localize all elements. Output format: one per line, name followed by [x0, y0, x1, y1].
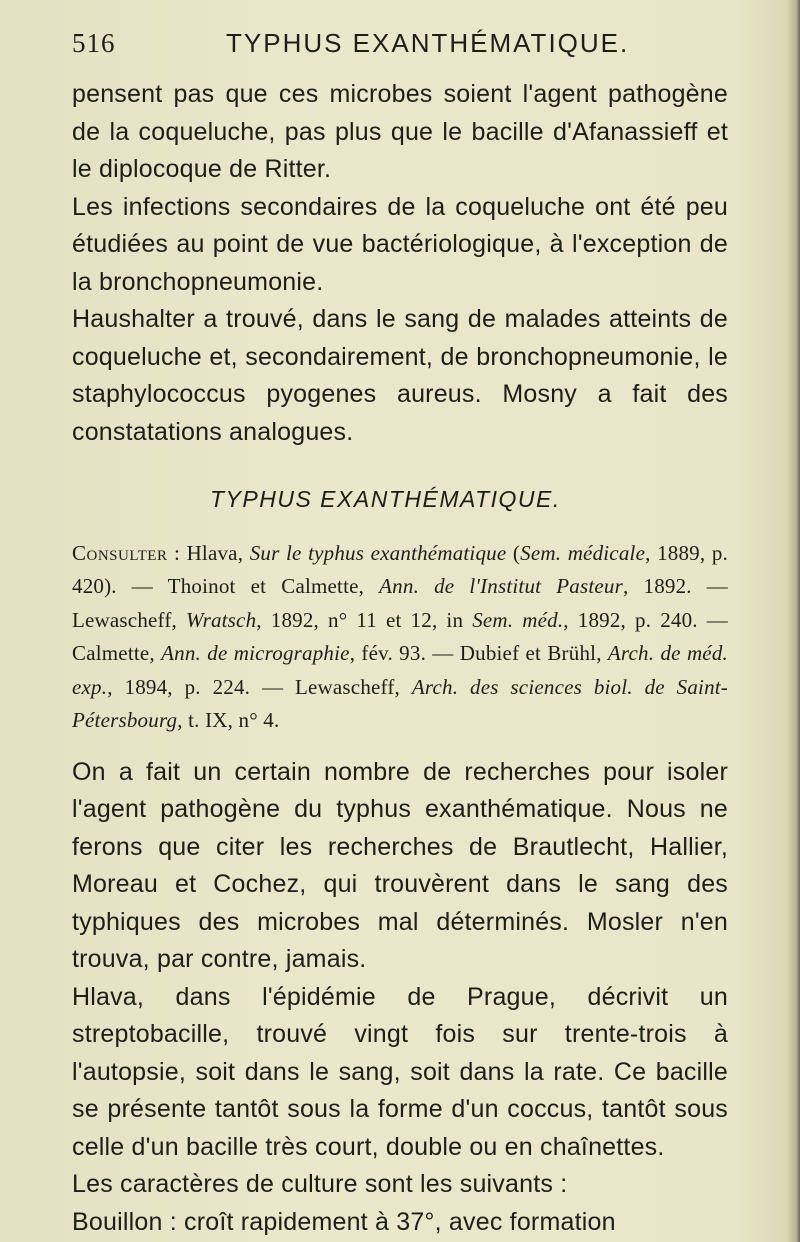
reference-title: Ann. de micrographie — [161, 641, 350, 665]
reference-text: , 1892, n° 11 et 12, in — [256, 607, 473, 632]
paragraph: On a fait un certain nombre de recherches pour isoler l'agent pathogène du typhus exanthématique. Nous ne ferons que citer les recherches de Brautlecht, Hallier, Moreau et Cochez, qui trouvèrent dans le sang des typhiques des microbes mal déterminés. Mosler n'en trouva, par contre, jamais. — [72, 757, 728, 973]
reference-title: Sem. médicale — [520, 540, 646, 565]
reference-text: : Hlava, — [174, 540, 250, 565]
page-header — [72, 28, 728, 64]
page-number: 516 — [72, 28, 116, 58]
page-edge-shadow — [786, 0, 800, 1242]
running-head: TYPHUS EXANTHÉMATIQUE. — [226, 28, 630, 58]
paragraph: Hlava, dans l'épidémie de Prague, décrivit un streptobacille, trouvé vingt fois sur trente-trois à l'autopsie, soit dans le sang, soit dans la rate. Ce bacille se présente tantôt sous la forme d'un coccus, tantôt sous celle d'un bacille très court, double ou en chaînettes. — [72, 982, 728, 1161]
paragraph: pensent pas que ces microbes soient l'agent pathogène de la coqueluche, pas plus que le bacille d'Afanassieff et le diplocoque de Ritter. — [72, 80, 728, 183]
section-title: TYPHUS EXANTHÉMATIQUE. — [210, 486, 561, 512]
reference-text: ( — [506, 540, 521, 565]
paragraph: Bouillon : croît rapidement à 37°, avec formation — [72, 1207, 616, 1236]
reference-title: Arch. de méd. exp. — [72, 641, 728, 699]
reference-text: , 1889, p. 420). — Thoinot et Calmette, — [72, 540, 728, 598]
bibliography-references — [72, 537, 728, 738]
reference-title: Arch. des sciences biol. de Saint-Pétersbourg — [72, 674, 729, 732]
reference-title: Sur le typhus exanthématique — [249, 540, 507, 565]
reference-title: Sem. méd. — [472, 607, 564, 632]
paragraph: Les caractères de culture sont les suivants : — [72, 1170, 568, 1198]
reference-text: , fév. 93. — Dubief et Brühl, — [349, 641, 608, 665]
reference-title: Ann. de l'Institut Pasteur — [379, 574, 623, 598]
page-body — [72, 76, 728, 1241]
reference-title: Wratsch — [186, 607, 257, 632]
references-lead: Consulter — [72, 540, 168, 565]
reference-text: , 1892. — Lewascheff, — [72, 574, 728, 632]
paragraph: Haushalter a trouvé, dans le sang de malades atteints de coqueluche et, secondairement, de bronchopneumonie, le staphylococcus pyogenes aureus. Mosny a fait des constatations analogues. — [72, 305, 728, 446]
paragraph: Les infections secondaires de la coqueluche ont été peu étudiées au point de vue bactériologique, à l'exception de la bronchopneumonie. — [72, 192, 728, 296]
reference-text: , 1892, p. 240. — Calmette, — [72, 607, 728, 665]
reference-text: , t. IX, n° 4. — [177, 708, 280, 732]
reference-text: , 1894, p. 224. — Lewascheff, — [107, 674, 412, 699]
